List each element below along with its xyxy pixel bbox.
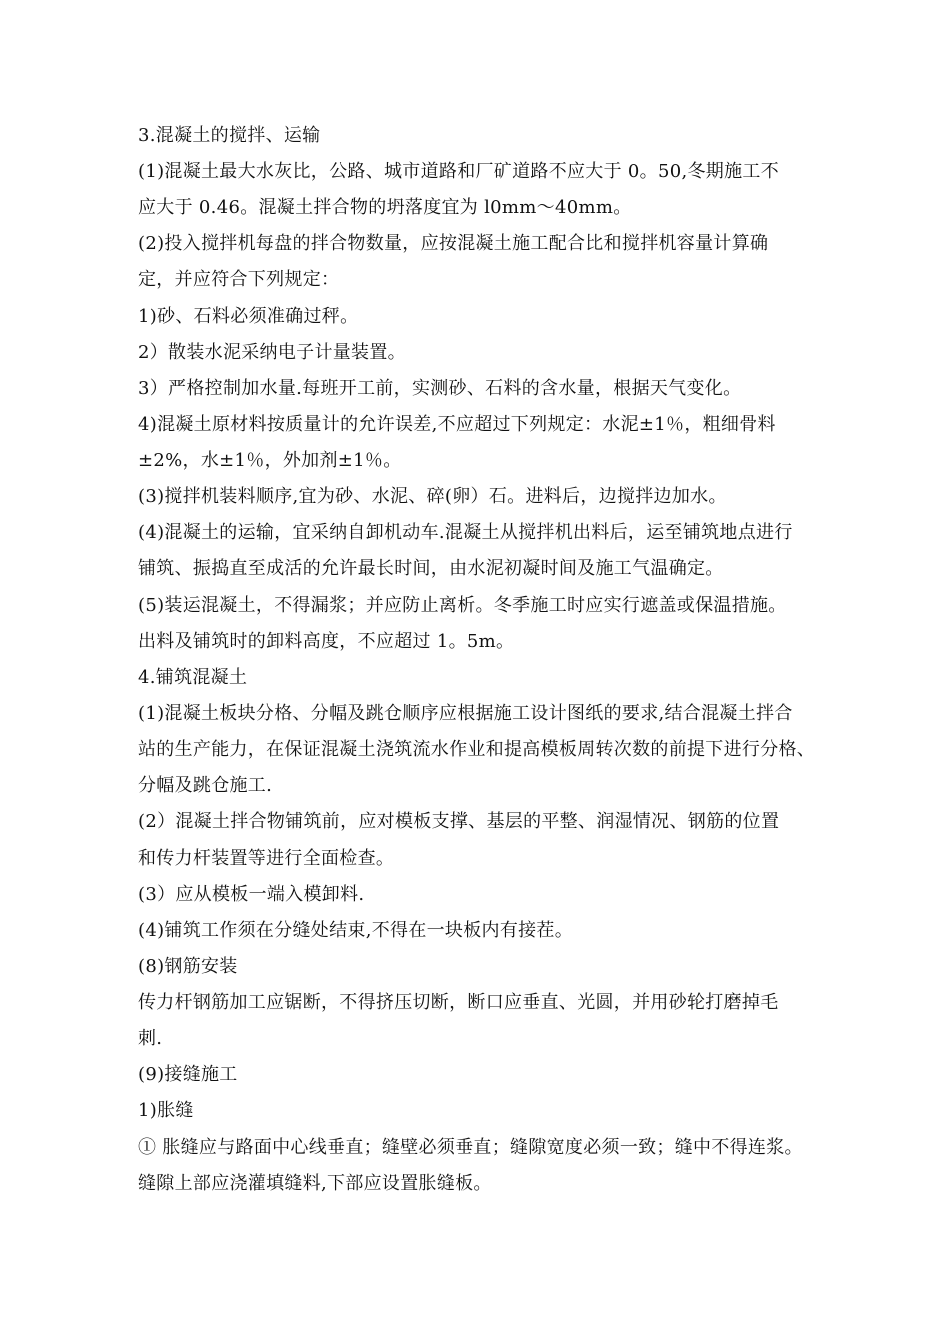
paragraph-line: 缝隙上部应浇灌填缝料,下部应设置胀缝板。	[138, 1173, 492, 1194]
paragraph-line: (4)铺筑工作须在分缝处结束,不得在一块板内有接茬。	[138, 920, 574, 941]
list-item: 2）散装水泥采纳电子计量装置。	[138, 342, 406, 363]
paragraph-line: (2)投入搅拌机每盘的拌合物数量，应按混凝土施工配合比和搅拌机容量计算确	[138, 233, 769, 254]
paragraph-line: (2）混凝土拌合物铺筑前，应对模板支撑、基层的平整、润湿情况、钢筋的位置	[138, 811, 780, 832]
heading-paving-concrete: 4.铺筑混凝土	[138, 667, 248, 688]
paragraph-line: (5)装运混凝土，不得漏浆；并应防止离析。冬季施工时应实行遮盖或保温措施。	[138, 595, 787, 616]
heading-joint-construction: (9)接缝施工	[138, 1064, 238, 1085]
heading-rebar-installation: (8)钢筋安装	[138, 956, 238, 977]
paragraph-line: (1)混凝土最大水灰比，公路、城市道路和厂矿道路不应大于 0。50,冬期施工不	[138, 161, 779, 182]
paragraph-line: 出料及铺筑时的卸料高度，不应超过 1。5m。	[138, 631, 515, 652]
paragraph-line: ① 胀缝应与路面中心线垂直；缝壁必须垂直；缝隙宽度必须一致；缝中不得连浆。	[138, 1137, 803, 1158]
paragraph-line: 定，并应符合下列规定：	[138, 269, 340, 290]
paragraph-line: (1)混凝土板块分格、分幅及跳仓顺序应根据施工设计图纸的要求,结合混凝土拌合	[138, 703, 793, 724]
paragraph-line: 应大于 0.46。混凝土拌合物的坍落度宜为 l0mm～40mm。	[138, 197, 632, 218]
paragraph-line: (4)混凝土的运输，宜采纳自卸机动车.混凝土从搅拌机出料后，运至铺筑地点进行	[138, 522, 793, 543]
heading-expansion-joint: 1)胀缝	[138, 1100, 194, 1121]
heading-mixing-transport: 3.混凝土的搅拌、运输	[138, 125, 321, 146]
paragraph-line: 和传力杆装置等进行全面检查。	[138, 848, 395, 869]
list-item: 1)砂、石料必须准确过秤。	[138, 306, 359, 327]
list-item: 4)混凝土原材料按质量计的允许误差,不应超过下列规定：水泥±1％，粗细骨料	[138, 414, 776, 435]
paragraph-line: 传力杆钢筋加工应锯断，不得挤压切断，断口应垂直、光圆，并用砂轮打磨掉毛	[138, 992, 779, 1013]
paragraph-line: (3）应从模板一端入模卸料.	[138, 884, 365, 905]
paragraph-line: 刺.	[138, 1028, 163, 1049]
paragraph-line: 铺筑、振捣直至成活的允许最长时间，由水泥初凝时间及施工气温确定。	[138, 558, 724, 579]
paragraph-line: (3)搅拌机装料顺序,宜为砂、水泥、碎(卵）石。进料后，边搅拌边加水。	[138, 486, 727, 507]
paragraph-line: 站的生产能力，在保证混凝土浇筑流水作业和提高模板周转次数的前提下进行分格、	[138, 739, 816, 760]
paragraph-line: ±2%，水±1％，外加剂±1％。	[138, 450, 402, 471]
list-item: 3）严格控制加水量.每班开工前，实测砂、石料的含水量，根据天气变化。	[138, 378, 742, 399]
paragraph-line: 分幅及跳仓施工.	[138, 775, 273, 796]
